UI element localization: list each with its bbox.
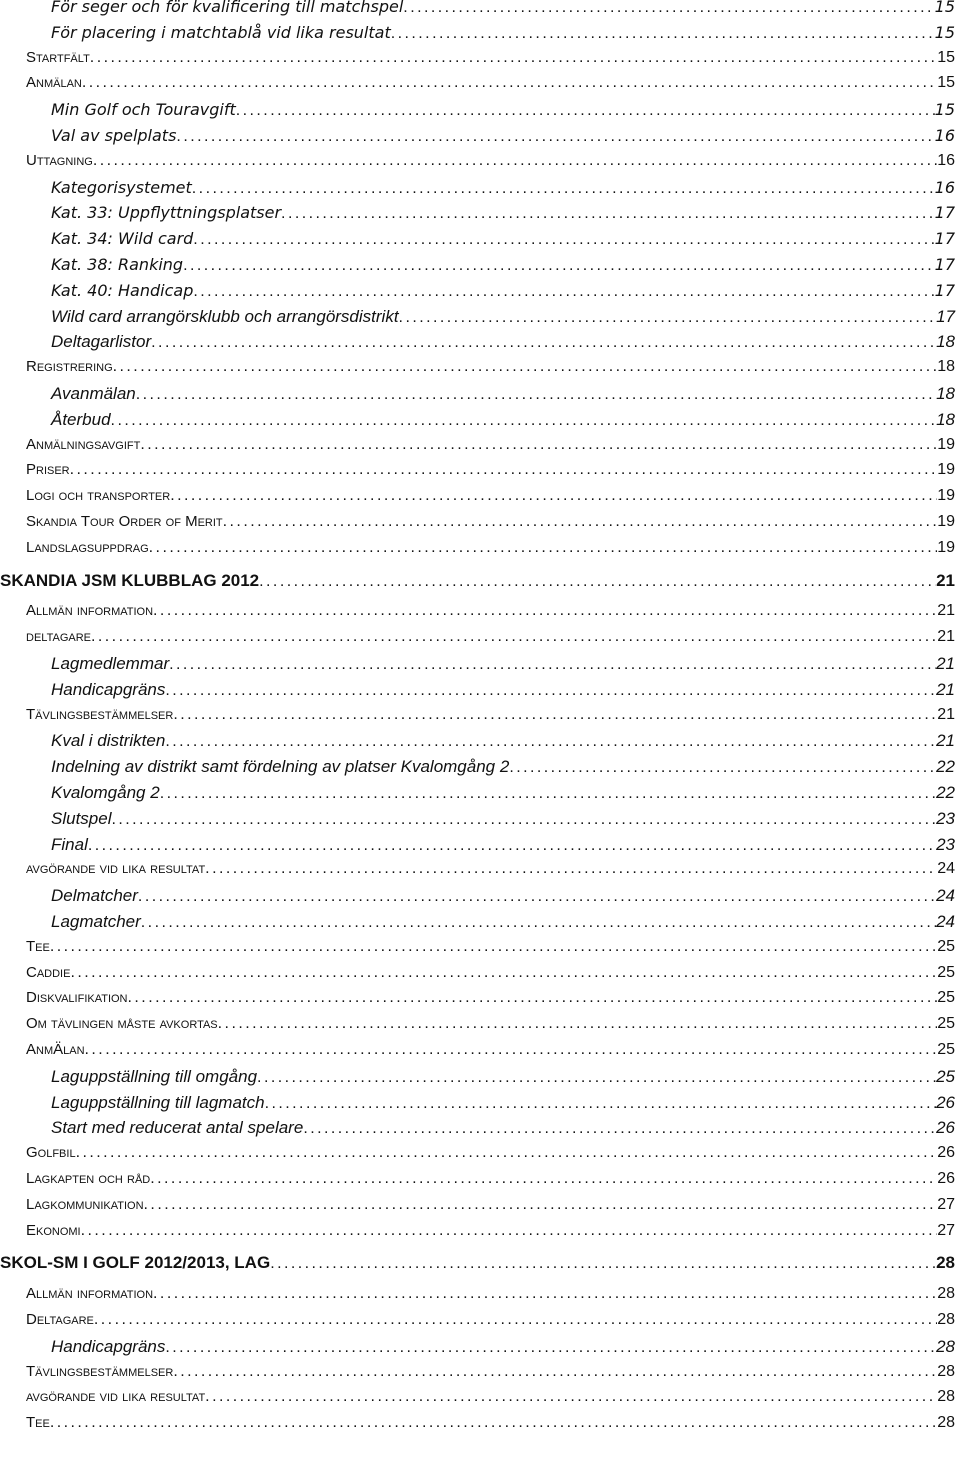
toc-entry-page: 19 xyxy=(937,513,955,530)
toc-entry-page: 16 xyxy=(934,126,955,145)
toc-entry[interactable] xyxy=(0,1388,955,1413)
toc-leader-dots xyxy=(113,358,938,376)
toc-entry-page: 28 xyxy=(937,1414,955,1432)
toc-leader-dots xyxy=(257,1069,936,1087)
toc-entry-page: 17 xyxy=(934,255,955,274)
toc-entry[interactable] xyxy=(0,602,955,627)
toc-entry[interactable] xyxy=(0,706,955,731)
toc-leader-dots xyxy=(153,602,937,620)
toc-entry-page: 26 xyxy=(937,1170,955,1187)
toc-entry-title: Landslagsuppdrag xyxy=(26,538,149,556)
toc-leader-dots xyxy=(88,837,936,855)
toc-entry-title: Kategorisystemet xyxy=(51,177,192,197)
toc-entry-title: Lagkommunikation xyxy=(26,1195,144,1213)
toc-entry-page: 28 xyxy=(936,1253,955,1273)
toc-leader-dots xyxy=(91,628,937,646)
toc-entry-page: 19 xyxy=(937,435,955,453)
toc-entry-title: Allmän information xyxy=(26,602,154,620)
toc-entry-page: 28 xyxy=(937,1388,955,1406)
toc-entry[interactable] xyxy=(0,1414,955,1439)
toc-leader-dots xyxy=(136,386,936,404)
toc-entry-page: 15 xyxy=(937,74,955,92)
toc-entry-title: Anmälan xyxy=(26,74,82,92)
toc-entry-title: Kat. 38: Ranking xyxy=(51,255,184,274)
toc-leader-dots xyxy=(165,733,936,751)
toc-entry-title: Golfbil xyxy=(26,1144,76,1162)
toc-entry-page: 25 xyxy=(937,937,955,955)
toc-entry-title: Min Golf och Touravgift xyxy=(51,100,236,120)
toc-entry-title: Start med reducerat antal spelare xyxy=(51,1118,304,1138)
toc-entry[interactable] xyxy=(0,229,955,254)
toc-entry-title: avgörande vid lika resultat xyxy=(26,860,206,878)
toc-entry[interactable] xyxy=(0,1285,955,1310)
toc-entry[interactable] xyxy=(0,126,955,151)
toc-entry-page: 28 xyxy=(937,1285,955,1303)
toc-leader-dots xyxy=(138,888,936,906)
toc-leader-dots xyxy=(144,1196,938,1214)
toc-leader-dots xyxy=(165,1339,936,1357)
toc-leader-dots xyxy=(93,152,937,170)
toc-entry-page: 15 xyxy=(937,48,955,66)
toc-entry-page: 28 xyxy=(937,1311,955,1328)
toc-entry-page: 17 xyxy=(934,203,955,223)
toc-entry-title: deltagare xyxy=(26,628,91,646)
toc-entry[interactable] xyxy=(0,912,955,937)
toc-entry-title: Skandia Tour Order of Merit xyxy=(26,513,223,530)
toc-entry-title: Uttagning xyxy=(26,151,93,169)
toc-entry-page: 15 xyxy=(934,22,955,42)
toc-entry-title: avgörande vid lika resultat xyxy=(26,1388,206,1406)
toc-leader-dots xyxy=(176,128,934,146)
toc-entry-page: 22 xyxy=(936,783,955,802)
toc-entry-page: 15 xyxy=(934,100,955,120)
toc-entry[interactable] xyxy=(0,384,955,409)
toc-entry-page: 21 xyxy=(937,705,955,723)
toc-entry-title: Caddie xyxy=(26,963,71,981)
toc-entry[interactable] xyxy=(0,1196,955,1221)
toc-entry-page: 23 xyxy=(936,808,955,828)
toc-entry-page: 25 xyxy=(937,963,955,981)
toc-entry-page: 28 xyxy=(936,1336,955,1356)
toc-leader-dots xyxy=(183,257,935,275)
toc-entry-title: Återbud xyxy=(51,409,111,429)
toc-leader-dots xyxy=(141,914,936,932)
toc-entry-page: 22 xyxy=(936,757,955,777)
toc-entry-title: Laguppställning till lagmatch xyxy=(51,1092,265,1112)
toc-leader-dots xyxy=(236,102,935,120)
toc-entry-title: Laguppställning till omgång xyxy=(51,1066,258,1086)
toc-entry[interactable] xyxy=(0,1015,955,1040)
toc-entry-page: 19 xyxy=(937,461,955,479)
toc-leader-dots xyxy=(140,436,937,454)
toc-entry-title: Handicapgräns xyxy=(51,679,166,699)
toc-entry[interactable] xyxy=(0,539,955,564)
toc-entry[interactable] xyxy=(0,1170,955,1195)
toc-leader-dots xyxy=(149,539,938,557)
toc-entry-title: Val av spelplats xyxy=(51,126,177,145)
toc-entry[interactable] xyxy=(0,628,955,653)
toc-leader-dots xyxy=(173,1363,937,1381)
toc-entry[interactable] xyxy=(0,461,955,486)
toc-entry-page: 19 xyxy=(937,538,955,556)
toc-entry-page: 24 xyxy=(936,912,955,931)
toc-entry-title: För seger och för kvalificering till matchspel xyxy=(51,0,404,16)
toc-entry-page: 18 xyxy=(936,332,955,352)
toc-leader-dots xyxy=(81,1222,938,1240)
toc-entry-page: 27 xyxy=(937,1195,955,1213)
toc-entry-page: 26 xyxy=(936,1118,955,1138)
toc-entry[interactable] xyxy=(0,809,955,834)
toc-entry-page: 25 xyxy=(937,1015,955,1033)
toc-entry[interactable] xyxy=(0,74,955,99)
toc-entry-title: Diskvalifikation xyxy=(26,989,128,1007)
toc-leader-dots xyxy=(173,706,937,724)
toc-entry[interactable] xyxy=(0,571,955,596)
toc-entry-page: 24 xyxy=(937,860,955,878)
toc-entry[interactable] xyxy=(0,203,955,228)
toc-entry[interactable] xyxy=(0,989,955,1014)
toc-entry-page: 21 xyxy=(936,654,955,673)
toc-entry-title: Final xyxy=(51,834,88,854)
toc-entry-title: Priser xyxy=(26,461,70,479)
toc-entry-page: 16 xyxy=(934,177,955,197)
toc-entry-page: 18 xyxy=(937,358,955,376)
toc-entry-page: 18 xyxy=(936,384,955,403)
toc-leader-dots xyxy=(170,487,937,505)
toc-leader-dots xyxy=(165,682,936,700)
toc-leader-dots xyxy=(90,49,937,67)
toc-leader-dots xyxy=(50,1414,937,1432)
toc-entry-title: AnmÄlan xyxy=(26,1041,85,1058)
toc-entry[interactable] xyxy=(0,281,955,306)
toc-entry[interactable] xyxy=(0,1311,955,1336)
toc-leader-dots xyxy=(128,989,938,1007)
toc-entry[interactable] xyxy=(0,654,955,679)
toc-entry-page: 18 xyxy=(936,409,955,429)
toc-entry[interactable] xyxy=(0,487,955,512)
toc-entry-page: 17 xyxy=(934,280,955,300)
toc-entry-title: Tävlingsbestämmelser xyxy=(26,1362,174,1380)
toc-entry[interactable] xyxy=(0,783,955,808)
toc-leader-dots xyxy=(391,25,935,43)
toc-entry[interactable] xyxy=(0,513,955,538)
toc-leader-dots xyxy=(160,785,936,803)
toc-leader-dots xyxy=(151,334,936,352)
toc-entry[interactable] xyxy=(0,152,955,177)
toc-entry-title: Wild card arrangörsklubb och arrangörsdistrikt xyxy=(51,306,399,326)
toc-leader-dots xyxy=(85,1041,938,1059)
toc-entry[interactable] xyxy=(0,835,955,860)
toc-leader-dots xyxy=(50,938,937,956)
toc-leader-dots xyxy=(270,1255,936,1273)
toc-entry-title: Kval i distrikten xyxy=(51,731,166,751)
toc-entry-title: Deltagarlistor xyxy=(51,332,152,352)
toc-entry[interactable] xyxy=(0,436,955,461)
toc-entry-title: Handicapgräns xyxy=(51,1336,166,1356)
toc-leader-dots xyxy=(265,1095,936,1113)
toc-entry-page: 21 xyxy=(936,570,955,590)
toc-leader-dots xyxy=(70,461,938,479)
toc-leader-dots xyxy=(193,283,934,301)
toc-leader-dots xyxy=(403,0,934,17)
toc-entry[interactable] xyxy=(0,886,955,911)
toc-entry[interactable] xyxy=(0,1041,955,1066)
toc-entry[interactable] xyxy=(0,860,955,885)
toc-leader-dots xyxy=(70,964,937,982)
toc-entry-title: Kat. 40: Handicap xyxy=(51,280,194,300)
toc-entry[interactable] xyxy=(0,100,955,125)
toc-entry[interactable] xyxy=(0,410,955,435)
toc-entry[interactable] xyxy=(0,1253,955,1278)
toc-entry[interactable] xyxy=(0,332,955,357)
toc-leader-dots xyxy=(223,513,938,531)
toc-entry-title: Ekonomi xyxy=(26,1221,81,1239)
toc-entry[interactable] xyxy=(0,23,955,48)
toc-leader-dots xyxy=(82,74,937,92)
toc-entry[interactable] xyxy=(0,731,955,756)
toc-entry-page: 16 xyxy=(937,151,955,169)
toc-entry-title: Tee xyxy=(26,1414,50,1432)
toc-entry-title: Registrering xyxy=(26,358,113,376)
toc-entry[interactable] xyxy=(0,307,955,332)
toc-entry[interactable] xyxy=(0,964,955,989)
toc-entry-title: Delmatcher xyxy=(51,886,138,906)
toc-entry[interactable] xyxy=(0,1093,955,1118)
toc-leader-dots xyxy=(111,811,936,829)
toc-entry-page: 21 xyxy=(936,679,955,699)
toc-entry-page: 21 xyxy=(937,628,955,646)
toc-entry[interactable] xyxy=(0,1337,955,1362)
toc-entry-title: Indelning av distrikt samt fördelning av platser Kvalomgång 2 xyxy=(51,757,510,777)
toc-entry-page: 28 xyxy=(937,1362,955,1380)
toc-entry-title: Slutspel xyxy=(51,808,112,828)
toc-entry[interactable] xyxy=(0,358,955,383)
toc-entry-page: 24 xyxy=(936,886,955,906)
toc-entry-page: 25 xyxy=(937,1041,955,1058)
toc-leader-dots xyxy=(153,1285,937,1303)
toc-entry-page: 26 xyxy=(937,1144,955,1162)
toc-entry-page: 17 xyxy=(936,306,955,326)
toc-leader-dots xyxy=(218,1015,938,1033)
toc-entry-title: Kvalomgång 2 xyxy=(51,783,160,802)
toc-leader-dots xyxy=(111,412,937,430)
toc-entry-page: 21 xyxy=(936,731,955,751)
toc-entry-page: 25 xyxy=(936,1066,955,1086)
toc-entry-title: Om tävlingen måste avkortas xyxy=(26,1015,218,1033)
toc-entry-title: Kat. 33: Uppflyttningsplatser xyxy=(51,203,282,223)
toc-leader-dots xyxy=(150,1170,937,1188)
toc-entry[interactable] xyxy=(0,178,955,203)
toc-entry-title: Tee xyxy=(26,937,50,955)
toc-entry-page: 27 xyxy=(937,1221,955,1239)
toc-leader-dots xyxy=(169,656,936,674)
toc-entry[interactable] xyxy=(0,680,955,705)
toc-entry-title: Startfält xyxy=(26,48,90,66)
toc-leader-dots xyxy=(205,860,937,878)
toc-leader-dots xyxy=(192,180,935,198)
toc-leader-dots xyxy=(281,205,935,223)
toc-leader-dots xyxy=(76,1144,938,1162)
toc-entry-title: Lagmatcher xyxy=(51,912,141,931)
toc-leader-dots xyxy=(205,1388,937,1406)
toc-entry-page: 21 xyxy=(937,602,955,620)
toc-entry-page: 25 xyxy=(937,989,955,1007)
toc-entry-title: Lagkapten och råd xyxy=(26,1170,151,1187)
toc-leader-dots xyxy=(509,759,936,777)
toc-entry-title: Anmälningsavgift xyxy=(26,435,141,453)
toc-leader-dots xyxy=(94,1311,937,1329)
toc-entry-page: 26 xyxy=(936,1092,955,1112)
toc-entry-page: 15 xyxy=(934,0,955,16)
toc-entry-title: Deltagare xyxy=(26,1311,94,1328)
toc-entry[interactable] xyxy=(0,49,955,74)
toc-leader-dots xyxy=(193,231,934,249)
toc-entry[interactable] xyxy=(0,0,955,22)
toc-leader-dots xyxy=(259,573,936,591)
toc-entry-page: 19 xyxy=(937,487,955,505)
toc-entry[interactable] xyxy=(0,1067,955,1092)
toc-leader-dots xyxy=(303,1120,936,1138)
toc-entry[interactable] xyxy=(0,938,955,963)
toc-entry-title: SKANDIA JSM KLUBBLAG 2012 xyxy=(0,570,260,590)
toc-entry-title: Avanmälan xyxy=(51,384,136,403)
toc-entry-title: Lagmedlemmar xyxy=(51,654,170,673)
toc-entry-title: Logi och transporter xyxy=(26,487,171,505)
toc-entry[interactable] xyxy=(0,1144,955,1169)
toc-entry[interactable] xyxy=(0,1363,955,1388)
toc-entry[interactable] xyxy=(0,1118,955,1143)
toc-entry[interactable] xyxy=(0,255,955,280)
toc-entry-title: Allmän information xyxy=(26,1285,154,1303)
toc-leader-dots xyxy=(399,309,937,327)
toc-entry[interactable] xyxy=(0,1222,955,1247)
toc-entry-title: För placering i matchtablå vid lika resultat xyxy=(51,22,391,42)
toc-entry-page: 23 xyxy=(936,834,955,854)
toc-entry-page: 17 xyxy=(934,229,955,249)
toc-entry[interactable] xyxy=(0,757,955,782)
toc-entry-title: Kat. 34: Wild card xyxy=(51,229,194,249)
toc-entry-title: Tävlingsbestämmelser xyxy=(26,705,174,723)
toc-entry-title: SKOL-SM I GOLF 2012/2013, LAG xyxy=(0,1253,271,1273)
